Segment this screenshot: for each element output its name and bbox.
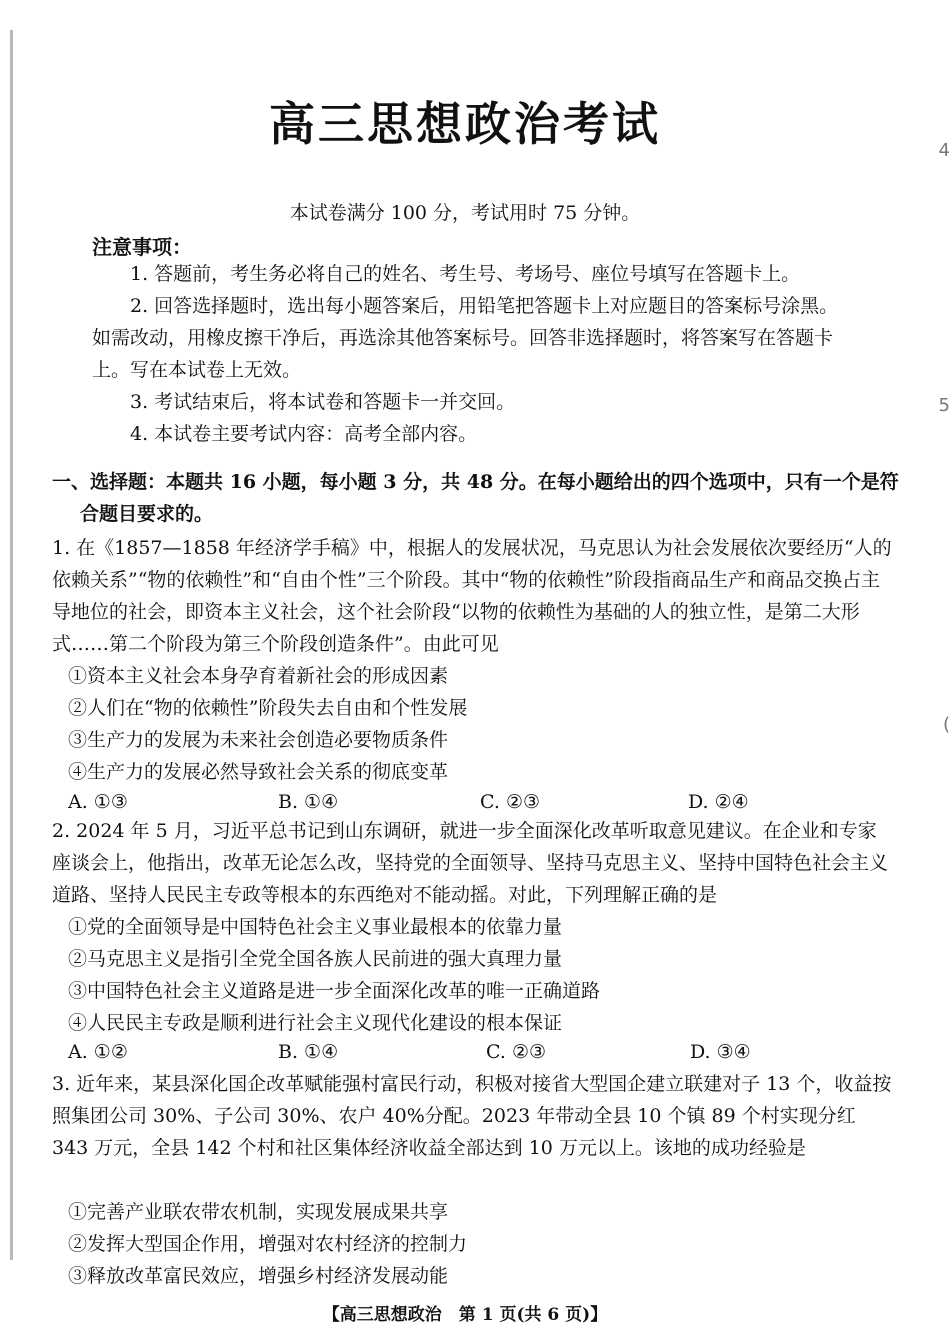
notice-item: 3. 考试结束后，将本试卷和答题卡一并交回。	[130, 391, 516, 413]
choice-a: A. ①②	[68, 1041, 128, 1063]
exam-title: 高三思想政治考试	[269, 97, 661, 151]
statement: ③中国特色社会主义道路是进一步全面深化改革的唯一正确道路	[68, 980, 601, 1002]
statement: ②发挥大型国企作用，增强对农村经济的控制力	[68, 1233, 468, 1255]
question-stem: 2. 2024 年 5 月，习近平总书记到山东调研，就进一步全面深化改革听取意见建议。在企业和专家座谈会上，他指出，改革无论怎么改，坚持党的全面领导、坚持马克思主义、坚持中国特色社会主义道路、坚持人民民主专政等根本的东西绝对不能动摇。对此，下列理解正确的是	[52, 820, 889, 906]
statement: ②人们在“物的依赖性”阶段失去自由和个性发展	[68, 697, 468, 719]
statement: ③释放改革富民效应，增强乡村经济发展动能	[68, 1265, 449, 1287]
statement: ③生产力的发展为未来社会创造必要物质条件	[68, 729, 449, 751]
statement: ①完善产业联农带农机制，实现发展成果共享	[68, 1201, 449, 1223]
choice-c: C. ②③	[486, 1041, 547, 1063]
statement: ④人民民主专政是顺利进行社会主义现代化建设的根本保证	[68, 1012, 563, 1034]
section-heading: 一、选择题：本题共 16 小题，每小题 3 分，共 48 分。在每小题给出的四个选项中，只有一个是符合题目要求的。	[52, 471, 899, 525]
question-stem: 3. 近年来，某县深化国企改革赋能强村富民行动，积极对接省大型国企建立联建对子 13 个，收益按照集团公司 30%、子公司 30%、农户 40%分配。2023 年带动全县 10 个镇 89 个村实现分红 343 万元，全县 142 个村和社区集体经济收益全部达到 10 万元以上。该地的成功经验是	[52, 1073, 892, 1159]
edge-mark: 4	[938, 140, 950, 161]
notice-item: 1. 答题前，考生务必将自己的姓名、考生号、考场号、座位号填写在答题卡上。	[130, 263, 801, 285]
notice-heading: 注意事项：	[92, 235, 192, 259]
statement: ①资本主义社会本身孕育着新社会的形成因素	[68, 665, 449, 687]
choice-d: D. ③④	[690, 1041, 751, 1063]
choice-c: C. ②③	[480, 791, 541, 813]
choice-d: D. ②④	[688, 791, 749, 813]
edge-mark: 5	[938, 395, 950, 416]
choice-b: B. ①④	[278, 1041, 339, 1063]
choice-a: A. ①③	[68, 791, 128, 813]
notice-item: 4. 本试卷主要考试内容：高考全部内容。	[130, 423, 478, 445]
page-footer: 【高三思想政治 第 1 页(共 6 页)】	[322, 1305, 608, 1325]
edge-mark: (	[942, 714, 950, 735]
statement: ①党的全面领导是中国特色社会主义事业最根本的依靠力量	[68, 916, 563, 938]
notice-item: 2. 回答选择题时，选出每小题答案后，用铅笔把答题卡上对应题目的答案标号涂黑。如需改动，用橡皮擦干净后，再选涂其他答案标号。回答非选择题时，将答案写在答题卡上。写在本试卷上无效。	[92, 295, 839, 381]
statement: ②马克思主义是指引全党全国各族人民前进的强大真理力量	[68, 948, 563, 970]
question-stem: 1. 在《1857—1858 年经济学手稿》中，根据人的发展状况，马克思认为社会发展依次要经历“人的依赖关系”“物的依赖性”和“自由个性”三个阶段。其中“物的依赖性”阶段指商品生产和商品交换占主导地位的社会，即资本主义社会，这个社会阶段“以物的依赖性为基础的人的独立性，是第二大形式……第二个阶段为第三个阶段创造条件”。由此可见	[52, 537, 892, 655]
exam-subtitle: 本试卷满分 100 分，考试用时 75 分钟。	[289, 202, 641, 224]
statement: ④生产力的发展必然导致社会关系的彻底变革	[68, 761, 449, 783]
choice-b: B. ①④	[278, 791, 339, 813]
